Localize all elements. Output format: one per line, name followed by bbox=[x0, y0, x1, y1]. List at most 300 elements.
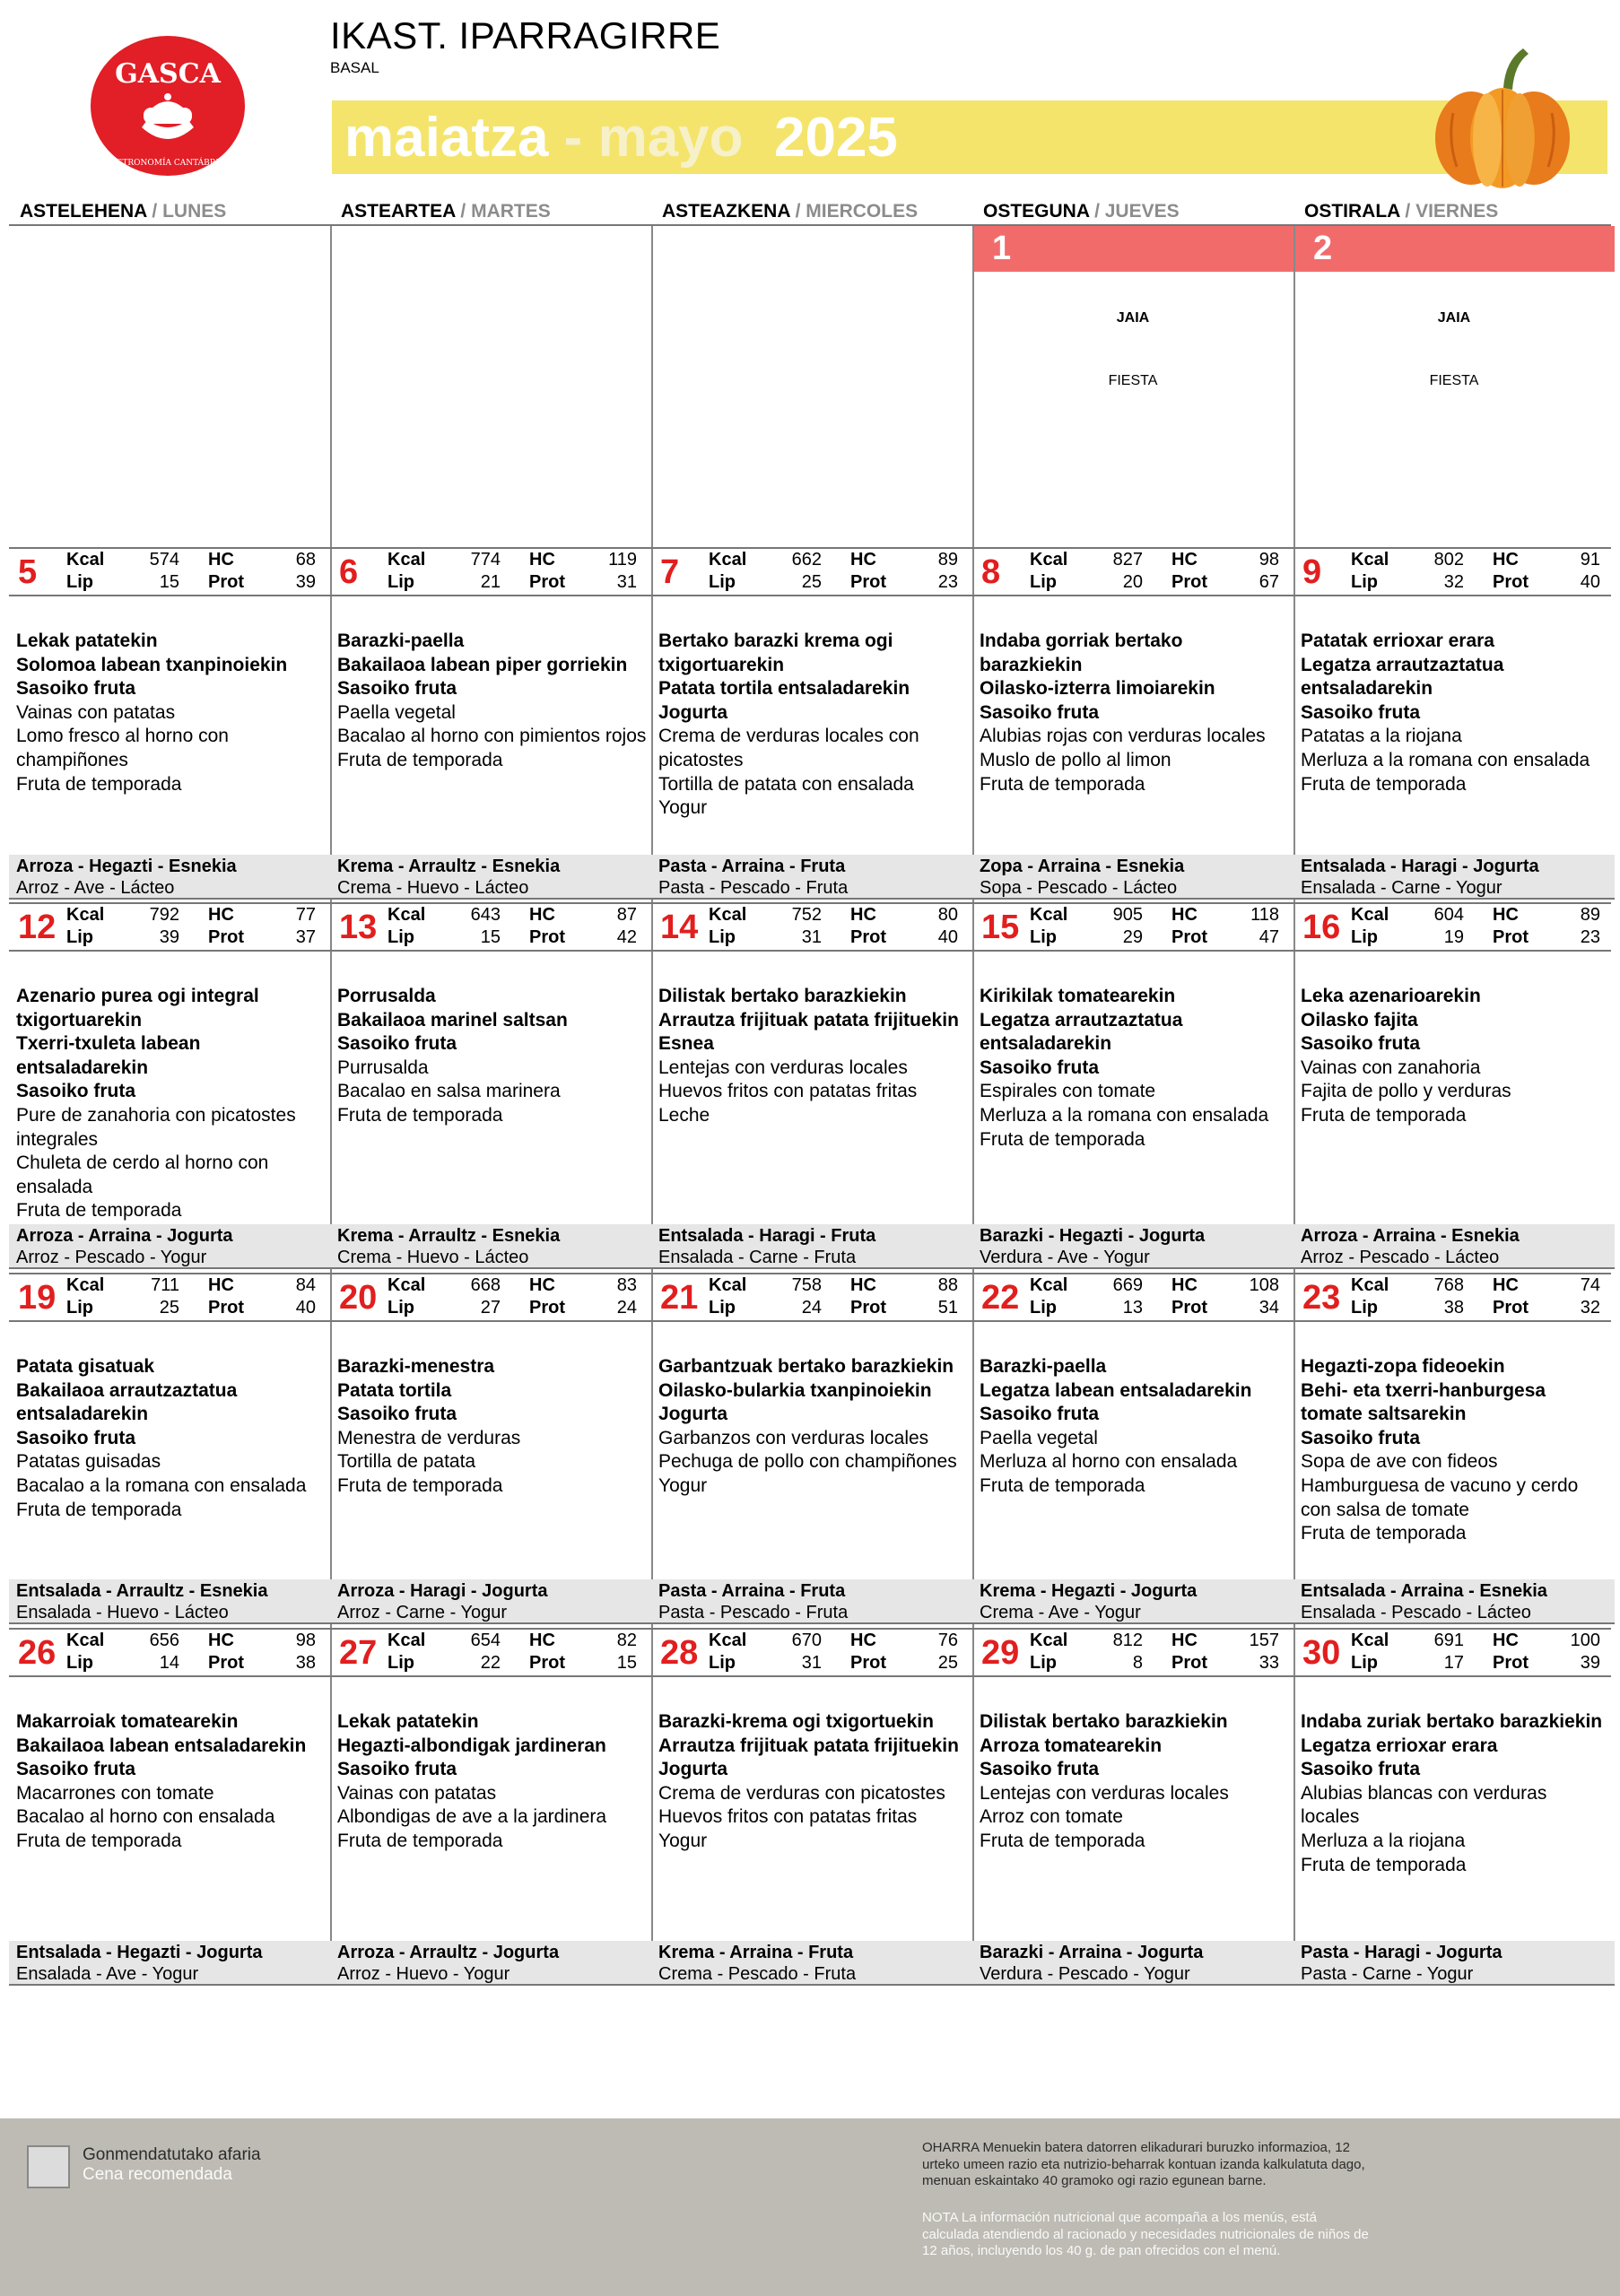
kcal-label: Kcal bbox=[709, 905, 747, 925]
day-number: 26 bbox=[18, 1634, 57, 1672]
hc-value: 98 bbox=[1259, 550, 1279, 570]
prot-value: 25 bbox=[937, 1653, 958, 1673]
dish-es: Garbanzos con verduras locales bbox=[658, 1427, 929, 1448]
weekday-slash: / bbox=[1399, 201, 1416, 222]
dish-eu: Dilistak bertako barazkiekin bbox=[980, 1711, 1228, 1732]
dinner-eu: Entsalada - Arraultz - Esnekia bbox=[16, 1581, 268, 1601]
day-menu bbox=[1301, 1355, 1610, 1546]
prot-label: Prot bbox=[850, 927, 886, 947]
day-menu bbox=[16, 1355, 326, 1522]
kcal-value: 792 bbox=[149, 905, 179, 925]
dish-es: Patatas guisadas bbox=[16, 1451, 161, 1473]
kcal-value: 774 bbox=[470, 550, 501, 570]
nutrition-row bbox=[972, 904, 1292, 951]
lip-value: 32 bbox=[1443, 572, 1464, 592]
hc-label: HC bbox=[208, 1275, 234, 1295]
day-number: 16 bbox=[1302, 909, 1341, 946]
hc-value: 83 bbox=[616, 1275, 637, 1295]
hc-label: HC bbox=[1493, 550, 1519, 570]
kcal-value: 643 bbox=[470, 905, 501, 925]
recommended-dinner bbox=[330, 1224, 651, 1269]
weekday-slash: / bbox=[1089, 201, 1105, 222]
lip-value: 29 bbox=[1122, 927, 1143, 947]
day-number: 29 bbox=[981, 1634, 1020, 1672]
weekday-eu: ASTEARTEA bbox=[341, 201, 456, 222]
dish-es: Merluza a la romana con ensalada bbox=[1301, 749, 1590, 770]
hc-value: 87 bbox=[616, 905, 637, 925]
day-number: 27 bbox=[339, 1634, 378, 1672]
day-number: 30 bbox=[1302, 1634, 1341, 1672]
dish-eu: Indaba gorriak bertako barazkiekin bbox=[980, 631, 1183, 675]
kcal-label: Kcal bbox=[1351, 550, 1389, 570]
dish-eu: Bakailaoa arrautzaztatua entsaladarekin bbox=[16, 1379, 238, 1425]
prot-value: 31 bbox=[616, 572, 637, 592]
lip-value: 15 bbox=[159, 572, 179, 592]
dish-eu: Arrautza frijituak patata frijituekin bbox=[658, 1735, 959, 1756]
dish-eu: Legatza arrautzaztatua entsaladarekin bbox=[1301, 654, 1504, 700]
dish-es: Fruta de temporada bbox=[980, 1830, 1145, 1851]
dish-es: Fruta de temporada bbox=[16, 1499, 182, 1520]
weekday-eu: ASTELEHENA bbox=[20, 201, 147, 222]
kcal-value: 669 bbox=[1112, 1275, 1143, 1295]
prot-label: Prot bbox=[1493, 927, 1529, 947]
dish-eu: Jogurta bbox=[658, 1404, 728, 1425]
dish-eu: Bakailaoa labean piper gorriekin bbox=[337, 654, 628, 675]
dish-es: Macarrones con tomate bbox=[16, 1782, 214, 1804]
prot-value: 15 bbox=[616, 1653, 637, 1673]
lip-value: 25 bbox=[801, 572, 822, 592]
hc-label: HC bbox=[529, 905, 555, 925]
dinner-eu: Arroza - Haragi - Jogurta bbox=[337, 1581, 548, 1601]
dish-es: Muslo de pollo al limon bbox=[980, 749, 1171, 770]
lip-value: 13 bbox=[1122, 1298, 1143, 1318]
dish-es: Bacalao a la romana con ensalada bbox=[16, 1474, 307, 1496]
hc-value: 84 bbox=[295, 1275, 316, 1295]
dish-eu: Behi- eta txerri-hanburgesa tomate saltsarekin bbox=[1301, 1379, 1546, 1425]
dish-es: Crema de verduras locales con picatostes bbox=[658, 726, 919, 770]
dish-es: Vainas con patatas bbox=[337, 1782, 497, 1804]
dish-eu: Sasoiko fruta bbox=[980, 1759, 1100, 1780]
dinner-es: Ensalada - Ave - Yogur bbox=[16, 1964, 199, 1984]
dish-es: Merluza a la riojana bbox=[1301, 1830, 1466, 1851]
dish-es: Fruta de temporada bbox=[1301, 1523, 1467, 1544]
prot-label: Prot bbox=[850, 1653, 886, 1673]
column-divider bbox=[1293, 226, 1295, 1984]
lip-label: Lip bbox=[388, 1653, 414, 1673]
dish-eu: Sasoiko fruta bbox=[16, 1427, 136, 1448]
dinner-eu: Arroza - Arraultz - Jogurta bbox=[337, 1943, 560, 1962]
dish-es: Yogur bbox=[658, 797, 708, 819]
dish-es: Pechuga de pollo con champiñones bbox=[658, 1451, 957, 1473]
kcal-label: Kcal bbox=[1030, 905, 1068, 925]
lip-value: 31 bbox=[801, 927, 822, 947]
kcal-label: Kcal bbox=[388, 1275, 426, 1295]
dinner-eu: Entsalada - Arraina - Esnekia bbox=[1301, 1581, 1547, 1601]
prot-value: 40 bbox=[937, 927, 958, 947]
day-number-bar: 2 bbox=[1295, 226, 1615, 272]
hc-value: 77 bbox=[295, 905, 316, 925]
hc-label: HC bbox=[850, 1631, 876, 1650]
recommended-dinner bbox=[9, 855, 330, 900]
dish-eu: Txerri-txuleta labean entsaladarekin bbox=[16, 1033, 201, 1078]
kcal-value: 668 bbox=[470, 1275, 501, 1295]
dish-es: Fruta de temporada bbox=[1301, 1104, 1467, 1126]
legend-label-es: Cena recomendada bbox=[83, 2165, 232, 2184]
recommended-dinner bbox=[651, 855, 972, 900]
dish-eu: Sasoiko fruta bbox=[1301, 1759, 1421, 1780]
lip-label: Lip bbox=[66, 572, 93, 592]
prot-value: 32 bbox=[1580, 1298, 1600, 1318]
prot-label: Prot bbox=[529, 927, 565, 947]
lip-value: 25 bbox=[159, 1298, 179, 1318]
dinner-eu: Entsalada - Haragi - Fruta bbox=[658, 1226, 876, 1246]
hc-label: HC bbox=[1493, 1275, 1519, 1295]
dinner-es: Arroz - Carne - Yogur bbox=[337, 1603, 507, 1622]
weekday-header bbox=[330, 201, 551, 224]
dinner-eu: Arroza - Hegazti - Esnekia bbox=[16, 857, 237, 876]
lip-value: 20 bbox=[1122, 572, 1143, 592]
nutrition-row bbox=[1293, 549, 1613, 596]
dish-es: Bacalao al horno con ensalada bbox=[16, 1806, 275, 1828]
dish-es: Fruta de temporada bbox=[337, 749, 503, 770]
recommended-dinner bbox=[330, 1941, 651, 1986]
dish-eu: Sasoiko fruta bbox=[16, 678, 136, 700]
dish-eu: Oilasko-bularkia txanpinoiekin bbox=[658, 1379, 932, 1401]
prot-value: 37 bbox=[295, 927, 316, 947]
dish-eu: Lekak patatekin bbox=[337, 1711, 479, 1732]
day-menu bbox=[980, 1710, 1289, 1854]
nutrition-row bbox=[330, 1274, 649, 1321]
dinner-eu: Arroza - Arraina - Jogurta bbox=[16, 1226, 233, 1246]
hc-value: 82 bbox=[616, 1631, 637, 1650]
prot-label: Prot bbox=[1171, 1298, 1207, 1318]
dish-eu: Sasoiko fruta bbox=[337, 678, 457, 700]
lip-value: 17 bbox=[1443, 1653, 1464, 1673]
nutrition-row bbox=[651, 1274, 971, 1321]
hc-value: 89 bbox=[1580, 905, 1600, 925]
kcal-label: Kcal bbox=[1030, 550, 1068, 570]
kcal-value: 768 bbox=[1433, 1275, 1464, 1295]
nutrition-row bbox=[972, 1630, 1292, 1676]
dish-es: Bacalao en salsa marinera bbox=[337, 1081, 561, 1102]
lip-label: Lip bbox=[709, 1653, 736, 1673]
prot-label: Prot bbox=[529, 1298, 565, 1318]
recommended-dinner bbox=[651, 1224, 972, 1269]
nutrition-row bbox=[1293, 1274, 1613, 1321]
dish-eu: Sasoiko fruta bbox=[1301, 701, 1421, 723]
dinner-es: Arroz - Huevo - Yogur bbox=[337, 1964, 510, 1984]
prot-value: 24 bbox=[616, 1298, 637, 1318]
recommended-dinner bbox=[1293, 855, 1615, 900]
day-number: 9 bbox=[1302, 553, 1322, 591]
dinner-eu: Arroza - Arraina - Esnekia bbox=[1301, 1226, 1520, 1246]
dish-es: Tortilla de patata con ensalada bbox=[658, 773, 914, 795]
dish-es: Sopa de ave con fideos bbox=[1301, 1451, 1498, 1473]
dinner-eu: Krema - Arraina - Fruta bbox=[658, 1943, 854, 1962]
school-name: IKAST. IPARRAGIRRE bbox=[330, 14, 721, 57]
dish-eu: Arroza tomatearekin bbox=[980, 1735, 1163, 1756]
nutrition-row bbox=[1293, 1630, 1613, 1676]
hc-label: HC bbox=[850, 905, 876, 925]
dish-eu: Barazki-menestra bbox=[337, 1356, 495, 1377]
dinner-es: Arroz - Ave - Lácteo bbox=[16, 878, 175, 898]
hc-label: HC bbox=[1493, 1631, 1519, 1650]
column-divider bbox=[330, 226, 332, 1984]
day-menu bbox=[337, 1355, 647, 1499]
prot-label: Prot bbox=[1493, 1653, 1529, 1673]
day-menu bbox=[980, 630, 1289, 796]
dish-es: Lentejas con verduras locales bbox=[658, 1057, 908, 1078]
logo-text: GASCA bbox=[115, 58, 221, 90]
nutrition-row bbox=[330, 1630, 649, 1676]
kcal-value: 711 bbox=[151, 1275, 179, 1295]
weekday-header bbox=[651, 201, 918, 224]
dinner-eu: Barazki - Arraina - Jogurta bbox=[980, 1943, 1204, 1962]
nutrition-row bbox=[651, 549, 971, 596]
dish-es: Tortilla de patata bbox=[337, 1451, 476, 1473]
dish-es: Paella vegetal bbox=[980, 1427, 1098, 1448]
prot-value: 23 bbox=[937, 572, 958, 592]
recommended-dinner bbox=[651, 1579, 972, 1624]
hc-value: 76 bbox=[937, 1631, 958, 1650]
dinner-eu: Pasta - Haragi - Jogurta bbox=[1301, 1943, 1502, 1962]
day-menu bbox=[16, 985, 326, 1223]
lip-value: 39 bbox=[159, 927, 179, 947]
prot-value: 47 bbox=[1259, 927, 1279, 947]
lip-label: Lip bbox=[66, 1298, 93, 1318]
day-menu bbox=[16, 1710, 326, 1854]
prot-label: Prot bbox=[850, 1298, 886, 1318]
recommended-dinner bbox=[9, 1941, 330, 1986]
kcal-label: Kcal bbox=[388, 905, 426, 925]
nutrition-row bbox=[972, 549, 1292, 596]
hc-label: HC bbox=[1171, 550, 1198, 570]
dish-eu: Legatza labean entsaladarekin bbox=[980, 1379, 1252, 1401]
dish-eu: Patatak errioxar erara bbox=[1301, 631, 1494, 651]
prot-label: Prot bbox=[529, 1653, 565, 1673]
recommended-dinner bbox=[651, 1941, 972, 1986]
dish-eu: Jogurta bbox=[658, 1759, 728, 1780]
dish-es: Pure de zanahoria con picatostes integrales bbox=[16, 1104, 296, 1150]
day-number: 21 bbox=[660, 1279, 699, 1317]
lip-value: 27 bbox=[480, 1298, 501, 1318]
kcal-value: 670 bbox=[791, 1631, 822, 1650]
lip-value: 38 bbox=[1443, 1298, 1464, 1318]
dinner-es: Sopa - Pescado - Lácteo bbox=[980, 878, 1178, 898]
recommended-dinner bbox=[972, 1941, 1293, 1986]
hc-value: 74 bbox=[1580, 1275, 1600, 1295]
day-menu bbox=[16, 630, 326, 796]
dish-eu: Esnea bbox=[658, 1033, 714, 1055]
dish-es: Huevos fritos con patatas fritas bbox=[658, 1081, 918, 1102]
dinner-eu: Krema - Hegazti - Jogurta bbox=[980, 1581, 1198, 1601]
prot-value: 40 bbox=[295, 1298, 316, 1318]
holiday-es: FIESTA bbox=[1429, 373, 1479, 388]
dish-es: Vainas con zanahoria bbox=[1301, 1057, 1481, 1078]
lip-value: 15 bbox=[480, 927, 501, 947]
dish-eu: Makarroiak tomatearekin bbox=[16, 1711, 239, 1732]
dish-es: Alubias blancas con verduras locales bbox=[1301, 1782, 1547, 1828]
dish-eu: Legatza arrautzaztatua entsaladarekin bbox=[980, 1009, 1183, 1055]
dish-es: Lentejas con verduras locales bbox=[980, 1782, 1229, 1804]
menu-type: BASAL bbox=[330, 59, 379, 76]
recommended-dinner bbox=[1293, 1579, 1615, 1624]
hc-label: HC bbox=[1171, 905, 1198, 925]
hc-value: 80 bbox=[937, 905, 958, 925]
kcal-value: 656 bbox=[149, 1631, 179, 1650]
hc-label: HC bbox=[529, 1275, 555, 1295]
dish-es: Merluza al horno con ensalada bbox=[980, 1451, 1238, 1473]
prot-value: 33 bbox=[1259, 1653, 1279, 1673]
prot-value: 40 bbox=[1580, 572, 1600, 592]
month-banner bbox=[332, 100, 1607, 174]
dish-eu: Sasoiko fruta bbox=[337, 1033, 457, 1055]
dish-es: Hamburguesa de vacuno y cerdo con salsa de tomate bbox=[1301, 1474, 1579, 1520]
dinner-es: Pasta - Pescado - Fruta bbox=[658, 878, 849, 898]
day-number: 6 bbox=[339, 553, 359, 591]
dish-eu: Garbantzuak bertako barazkiekin bbox=[658, 1356, 954, 1377]
lip-label: Lip bbox=[66, 927, 93, 947]
day-number: 23 bbox=[1302, 1279, 1341, 1317]
dinner-eu: Barazki - Hegazti - Jogurta bbox=[980, 1226, 1206, 1246]
dish-eu: Sasoiko fruta bbox=[980, 1404, 1100, 1425]
weekday-es: JUEVES bbox=[1104, 201, 1180, 222]
hc-value: 157 bbox=[1249, 1631, 1279, 1650]
weekday-es: LUNES bbox=[162, 201, 227, 222]
kcal-value: 654 bbox=[470, 1631, 501, 1650]
dish-es: Fruta de temporada bbox=[1301, 1854, 1467, 1875]
hc-label: HC bbox=[208, 1631, 234, 1650]
kcal-label: Kcal bbox=[1351, 905, 1389, 925]
dish-eu: Kirikilak tomatearekin bbox=[980, 986, 1176, 1006]
dish-es: Alubias rojas con verduras locales bbox=[980, 726, 1266, 747]
prot-label: Prot bbox=[208, 1298, 244, 1318]
recommended-dinner bbox=[972, 1579, 1293, 1624]
day-number: 7 bbox=[660, 553, 680, 591]
dish-eu: Indaba zuriak bertako barazkiekin bbox=[1301, 1711, 1603, 1732]
dish-es: Albondigas de ave a la jardinera bbox=[337, 1806, 607, 1828]
hc-value: 119 bbox=[608, 550, 637, 570]
dinner-es: Ensalada - Carne - Yogur bbox=[1301, 878, 1502, 898]
lip-value: 31 bbox=[801, 1653, 822, 1673]
dish-es: Crema de verduras con picatostes bbox=[658, 1782, 945, 1804]
hc-label: HC bbox=[1171, 1275, 1198, 1295]
lip-label: Lip bbox=[1030, 1298, 1057, 1318]
kcal-value: 827 bbox=[1112, 550, 1143, 570]
dish-eu: Leka azenarioarekin bbox=[1301, 986, 1481, 1006]
prot-label: Prot bbox=[1171, 1653, 1207, 1673]
dish-es: Fruta de temporada bbox=[980, 1128, 1145, 1150]
dinner-es: Ensalada - Huevo - Lácteo bbox=[16, 1603, 229, 1622]
dish-eu: Barazki-paella bbox=[337, 631, 465, 651]
hc-value: 100 bbox=[1570, 1631, 1600, 1650]
dish-eu: Lekak patatekin bbox=[16, 631, 158, 651]
lip-label: Lip bbox=[388, 927, 414, 947]
gasca-logo bbox=[88, 34, 248, 178]
day-number: 12 bbox=[18, 909, 57, 946]
hc-label: HC bbox=[1171, 1631, 1198, 1650]
dish-eu: Sasoiko fruta bbox=[16, 1759, 136, 1780]
hc-value: 98 bbox=[295, 1631, 316, 1650]
kcal-value: 812 bbox=[1112, 1631, 1143, 1650]
kcal-label: Kcal bbox=[1351, 1275, 1389, 1295]
dish-eu: Bertako barazki krema ogi txigortuarekin bbox=[658, 631, 893, 675]
prot-label: Prot bbox=[1493, 1298, 1529, 1318]
kcal-value: 802 bbox=[1433, 550, 1464, 570]
kcal-value: 758 bbox=[791, 1275, 822, 1295]
hc-label: HC bbox=[208, 905, 234, 925]
prot-value: 23 bbox=[1580, 927, 1600, 947]
dish-es: Leche bbox=[658, 1104, 710, 1126]
lip-label: Lip bbox=[709, 1298, 736, 1318]
day-menu bbox=[658, 630, 968, 821]
column-divider bbox=[972, 226, 974, 1984]
kcal-label: Kcal bbox=[66, 550, 105, 570]
nutrition-note-eu: OHARRA Menuekin batera datorren elikadurari buruzko informazioa, 12 urteko umeen razio eta nutrizio-beharrak kontuan izanda kalkulatuta dago, menuan eskaintako 40 gramoko ogi razio egunean barne. bbox=[922, 2140, 1365, 2188]
nutrition-row bbox=[1293, 904, 1613, 951]
day-number: 28 bbox=[660, 1634, 699, 1672]
dinner-eu: Entsalada - Haragi - Jogurta bbox=[1301, 857, 1539, 876]
day-number: 13 bbox=[339, 909, 378, 946]
dinner-es: Arroz - Pescado - Yogur bbox=[16, 1248, 207, 1267]
weekday-slash: / bbox=[455, 201, 472, 222]
kcal-label: Kcal bbox=[388, 1631, 426, 1650]
dish-es: Fruta de temporada bbox=[337, 1830, 503, 1851]
dish-es: Fruta de temporada bbox=[16, 1200, 182, 1222]
day-number: 20 bbox=[339, 1279, 378, 1317]
pumpkin-icon bbox=[1426, 41, 1579, 194]
nutrition-row bbox=[972, 1274, 1292, 1321]
prot-value: 39 bbox=[295, 572, 316, 592]
dish-es: Fruta de temporada bbox=[1301, 773, 1467, 795]
legend-label-eu: Gonmendatutako afaria bbox=[83, 2145, 261, 2164]
dish-es: Espirales con tomate bbox=[980, 1081, 1156, 1102]
dish-eu: Sasoiko fruta bbox=[1301, 1427, 1421, 1448]
hc-value: 68 bbox=[295, 550, 316, 570]
nutrition-row bbox=[651, 904, 971, 951]
footer bbox=[0, 2118, 1620, 2296]
prot-label: Prot bbox=[208, 1653, 244, 1673]
day-number-bar: 1 bbox=[974, 226, 1293, 272]
dish-es: Yogur bbox=[658, 1474, 708, 1496]
lip-value: 19 bbox=[1443, 927, 1464, 947]
kcal-label: Kcal bbox=[66, 1631, 105, 1650]
dish-eu: Patata tortila bbox=[337, 1379, 452, 1401]
nutrition-row bbox=[651, 1630, 971, 1676]
dinner-es: Crema - Pescado - Fruta bbox=[658, 1964, 857, 1984]
weekday-es: MIERCOLES bbox=[806, 201, 919, 222]
dish-eu: Patata gisatuak bbox=[16, 1356, 155, 1377]
prot-label: Prot bbox=[1493, 572, 1529, 592]
recommended-dinner bbox=[330, 1579, 651, 1624]
dish-es: Fruta de temporada bbox=[16, 773, 182, 795]
dish-eu: Barazki-krema ogi txigortuekin bbox=[658, 1711, 934, 1732]
dish-eu: Legatza errioxar erara bbox=[1301, 1735, 1498, 1756]
dinner-eu: Krema - Arraultz - Esnekia bbox=[337, 1226, 561, 1246]
recommended-dinner bbox=[9, 1579, 330, 1624]
hc-value: 118 bbox=[1250, 905, 1279, 925]
lip-label: Lip bbox=[709, 927, 736, 947]
weekday-eu: OSTIRALA bbox=[1304, 201, 1400, 222]
dinner-eu: Krema - Arraultz - Esnekia bbox=[337, 857, 561, 876]
weekday-header bbox=[1293, 201, 1498, 224]
kcal-value: 604 bbox=[1433, 905, 1464, 925]
dish-eu: Arrautza frijituak patata frijituekin bbox=[658, 1009, 959, 1031]
lip-value: 24 bbox=[801, 1298, 822, 1318]
kcal-label: Kcal bbox=[1030, 1275, 1068, 1295]
day-number: 8 bbox=[981, 553, 1001, 591]
dish-es: Paella vegetal bbox=[337, 701, 456, 723]
